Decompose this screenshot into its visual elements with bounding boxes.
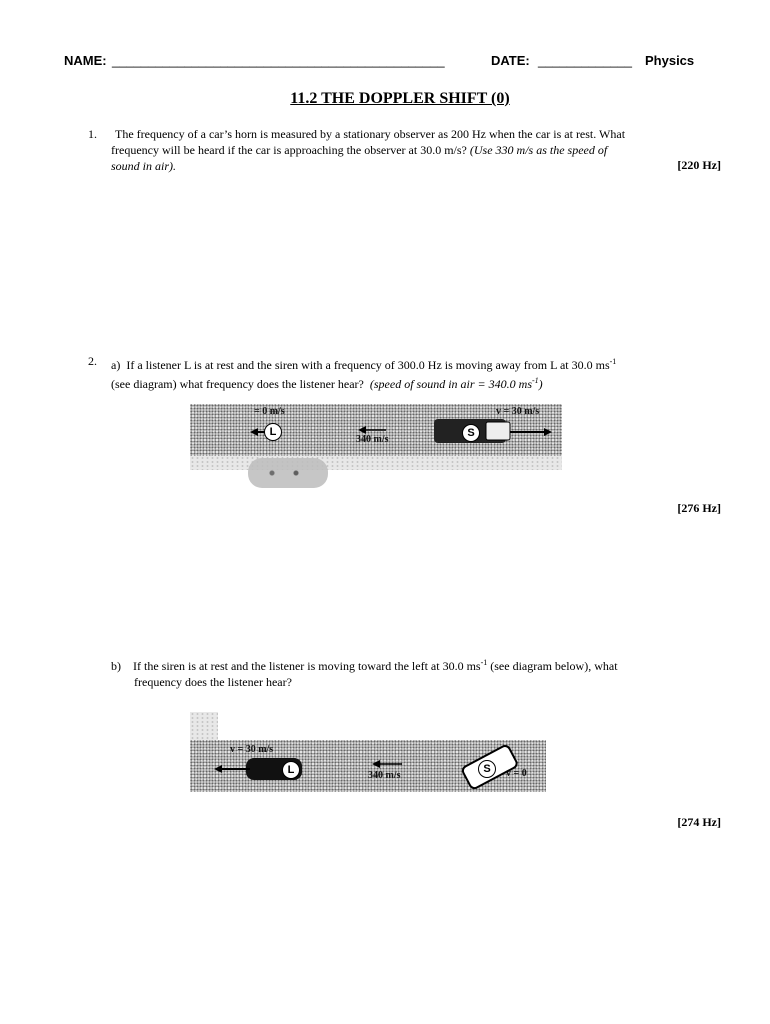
- name-label: NAME:: [64, 53, 107, 68]
- q2a-line2: (see diagram) what frequency does the listener hear? (speed of sound in air = 340.0 $ms^{-1}$): [111, 376, 543, 391]
- q2a-answer: [276 Hz]: [677, 501, 721, 515]
- q1-line3: sound in air).: [111, 159, 177, 173]
- q1-line2: frequency will be heard if the car is approaching the observer at 30.0 m/s? (Use 330 m/s as the speed of: [111, 143, 608, 157]
- subject-label: Physics: [645, 53, 695, 68]
- source-circle-icon: S: [462, 424, 480, 442]
- q1-answer: [220 Hz]: [677, 158, 721, 172]
- q2a-line1: a) If a listener L is at rest and the siren with a frequency of 300.0 Hz is moving away from L at 30.0 $ms^{-1}$: [111, 357, 617, 372]
- q2b-text: [111, 655, 741, 690]
- q2a-text: [111, 354, 741, 392]
- siren-moving-away-diagram: [190, 404, 562, 456]
- sound-speed-label: 340 m/s: [356, 434, 389, 445]
- date-line: _____________: [538, 53, 632, 68]
- q2b-line2: frequency does the listener hear?: [134, 675, 292, 689]
- left-arrow-icon: [250, 428, 258, 436]
- q2b-line1: b) If the siren is at rest and the listener is moving toward the left at 30.0 $ms^{-1}$ (see diagram below), what: [111, 658, 618, 673]
- source-speed-label: v = 30 m/s: [496, 406, 540, 417]
- listener-speed-label: v = 30 m/s: [230, 744, 274, 755]
- source-speed-label: v = 0: [506, 768, 527, 779]
- road-band: [190, 456, 562, 470]
- listener-moving-diagram: [190, 740, 546, 792]
- q1-text: [111, 126, 731, 174]
- q2b-answer: [274 Hz]: [677, 815, 721, 829]
- right-arrow-icon: [544, 428, 552, 436]
- sound-speed-label: 340 m/s: [368, 770, 401, 781]
- q2-number: 2.: [88, 354, 97, 368]
- listener-speed-label: = 0 m/s: [254, 406, 285, 417]
- left-arrow-icon: [214, 765, 222, 773]
- name-line: ______________________________________________: [112, 53, 445, 68]
- q1-line1: The frequency of a car’s horn is measured by a stationary observer as 200 Hz when the car is at rest. What: [115, 127, 626, 141]
- observer-figures-icon: [248, 458, 328, 488]
- listener-circle-icon: L: [264, 423, 282, 441]
- worksheet-header: [64, 53, 704, 71]
- page-title: 11.2 THE DOPPLER SHIFT (0): [290, 90, 510, 107]
- diagram-arrows: [190, 404, 562, 456]
- listener-circle-icon: L: [282, 761, 300, 779]
- q1-number: 1.: [88, 127, 97, 141]
- observer-figures-icon: [190, 712, 218, 740]
- date-label: DATE:: [491, 53, 530, 68]
- source-circle-icon: S: [478, 760, 496, 778]
